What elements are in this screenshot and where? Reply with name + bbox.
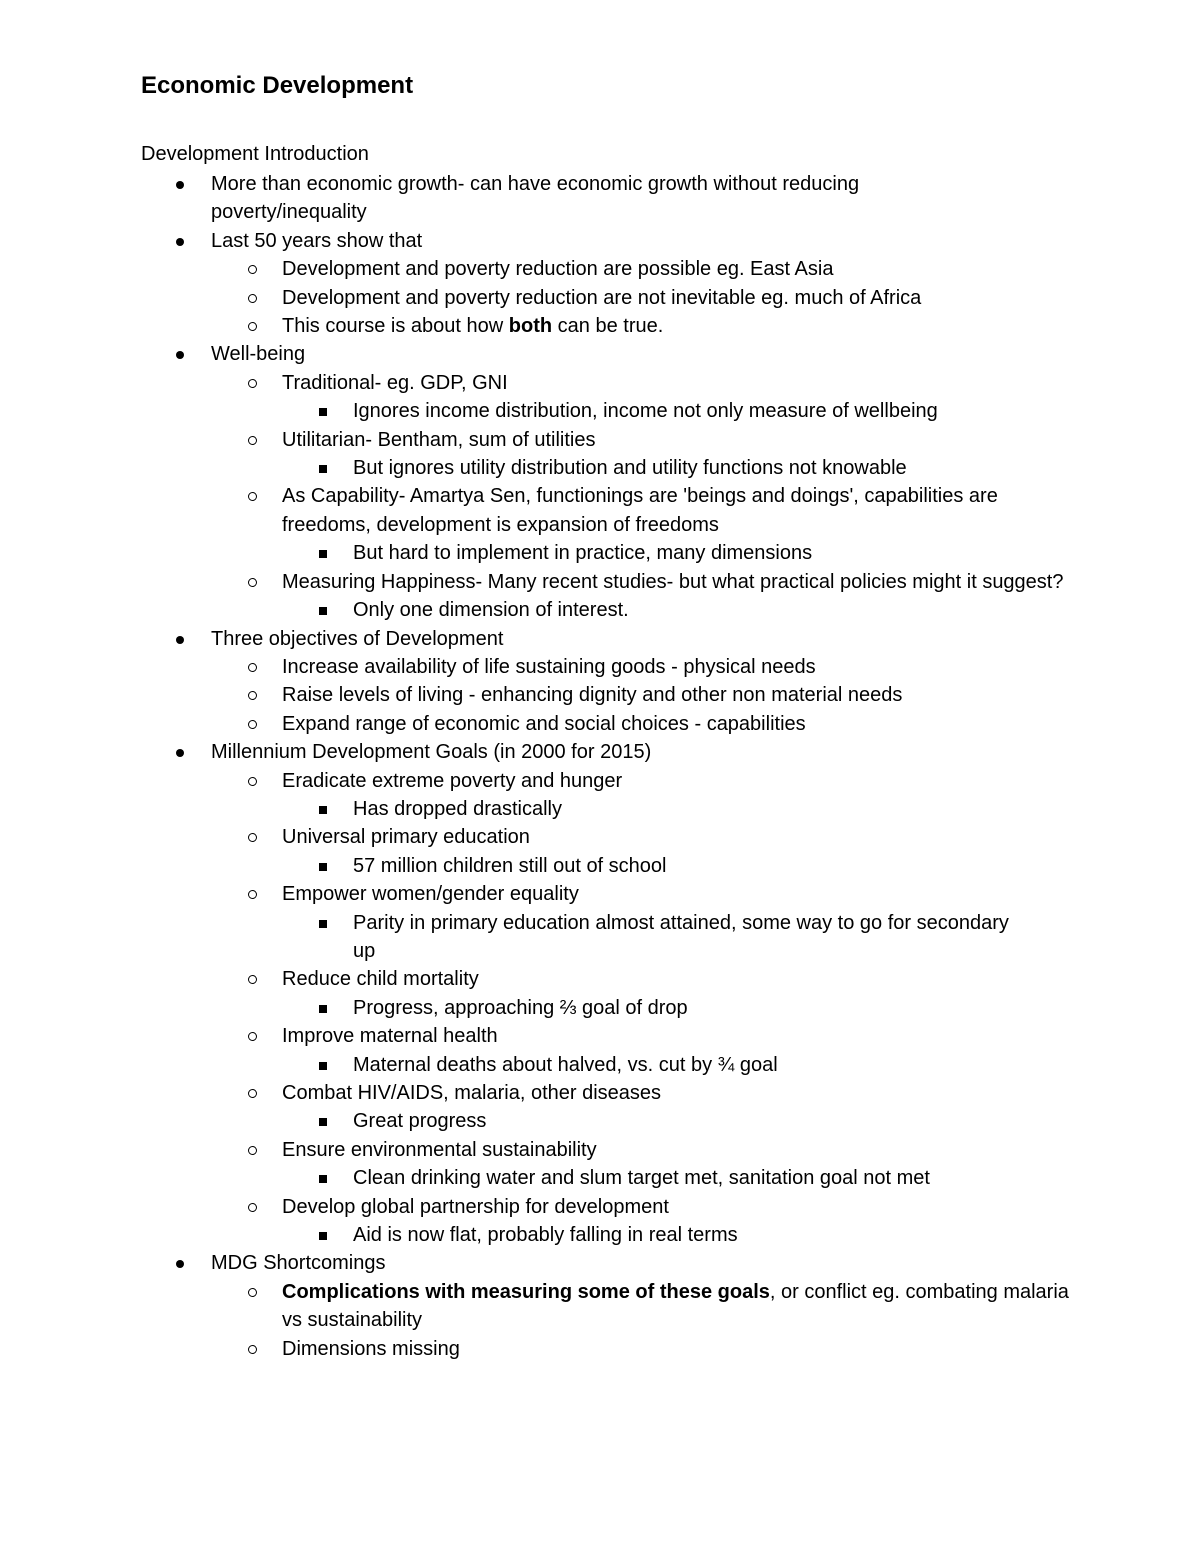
- hollow-circle-bullet-icon: [248, 1288, 257, 1297]
- hollow-circle-bullet-icon: [248, 1345, 257, 1354]
- section-heading: Development Introduction: [141, 143, 369, 165]
- square-bullet-icon: [319, 920, 327, 928]
- list-item: Universal primary education: [0, 823, 1072, 851]
- list-item: Development and poverty reduction are not inevitable eg. much of Africa: [0, 284, 1072, 312]
- square-bullet-icon: [319, 1232, 327, 1240]
- hollow-circle-bullet-icon: [248, 833, 257, 842]
- list-item: Improve maternal health: [0, 1022, 1072, 1050]
- list-item: Combat HIV/AIDS, malaria, other diseases: [0, 1079, 1072, 1107]
- list-item: Aid is now flat, probably falling in real terms: [0, 1221, 1033, 1249]
- list-item: Ensure environmental sustainability: [0, 1136, 1072, 1164]
- list-item: Parity in primary education almost attained, some way to go for secondary up: [0, 909, 1033, 966]
- list-item: Utilitarian- Bentham, sum of utilities: [0, 426, 1072, 454]
- hollow-circle-bullet-icon: [248, 294, 257, 303]
- hollow-circle-bullet-icon: [248, 777, 257, 786]
- hollow-circle-bullet-icon: [248, 1032, 257, 1041]
- list-item: 57 million children still out of school: [0, 852, 1033, 880]
- list-item: Three objectives of Development: [0, 625, 971, 653]
- square-bullet-icon: [319, 1062, 327, 1070]
- list-item: Increase availability of life sustaining goods - physical needs: [0, 653, 1072, 681]
- hollow-circle-bullet-icon: [248, 265, 257, 274]
- list-item: Dimensions missing: [0, 1335, 1072, 1363]
- list-item: Well-being: [0, 340, 971, 368]
- filled-circle-bullet-icon: [176, 351, 184, 359]
- list-item: Clean drinking water and slum target met, sanitation goal not met: [0, 1164, 1033, 1192]
- document-title: Economic Development: [141, 72, 414, 99]
- filled-circle-bullet-icon: [176, 181, 184, 189]
- list-item: Maternal deaths about halved, vs. cut by ¾ goal: [0, 1051, 1033, 1079]
- list-item: Progress, approaching ⅔ goal of drop: [0, 994, 1033, 1022]
- hollow-circle-bullet-icon: [248, 663, 257, 672]
- hollow-circle-bullet-icon: [248, 436, 257, 445]
- hollow-circle-bullet-icon: [248, 691, 257, 700]
- hollow-circle-bullet-icon: [248, 1146, 257, 1155]
- list-item: Develop global partnership for development: [0, 1193, 1072, 1221]
- list-item: Only one dimension of interest.: [0, 596, 1033, 624]
- hollow-circle-bullet-icon: [248, 578, 257, 587]
- list-item: Last 50 years show that: [0, 227, 971, 255]
- square-bullet-icon: [319, 1118, 327, 1126]
- list-item: Ignores income distribution, income not only measure of wellbeing: [0, 397, 1033, 425]
- list-item: Complications with measuring some of these goals, or conflict eg. combating malaria vs sustainability: [0, 1278, 1072, 1335]
- square-bullet-icon: [319, 806, 327, 814]
- hollow-circle-bullet-icon: [248, 322, 257, 331]
- list-item: Expand range of economic and social choices - capabilities: [0, 710, 1072, 738]
- square-bullet-icon: [319, 408, 327, 416]
- hollow-circle-bullet-icon: [248, 975, 257, 984]
- list-item: Millennium Development Goals (in 2000 for 2015): [0, 738, 971, 766]
- list-item: Has dropped drastically: [0, 795, 1033, 823]
- list-item: This course is about how both can be true.: [0, 312, 1072, 340]
- square-bullet-icon: [319, 607, 327, 615]
- list-item: Eradicate extreme poverty and hunger: [0, 767, 1072, 795]
- filled-circle-bullet-icon: [176, 1260, 184, 1268]
- list-item: Reduce child mortality: [0, 965, 1072, 993]
- list-item: Empower women/gender equality: [0, 880, 1072, 908]
- emphasis-text: both: [508, 315, 553, 338]
- list-item: Measuring Happiness- Many recent studies- but what practical policies might it suggest?: [0, 568, 1072, 596]
- list-item: But hard to implement in practice, many dimensions: [0, 539, 1033, 567]
- list-item: Great progress: [0, 1107, 1033, 1135]
- hollow-circle-bullet-icon: [248, 1203, 257, 1212]
- hollow-circle-bullet-icon: [248, 1089, 257, 1098]
- hollow-circle-bullet-icon: [248, 492, 257, 501]
- filled-circle-bullet-icon: [176, 238, 184, 246]
- list-item: As Capability- Amartya Sen, functionings are 'beings and doings', capabilities are freedoms, development is expansion of freedoms: [0, 482, 1072, 539]
- list-item: MDG Shortcomings: [0, 1249, 971, 1277]
- list-item: More than economic growth- can have economic growth without reducing poverty/inequality: [0, 170, 971, 227]
- filled-circle-bullet-icon: [176, 749, 184, 757]
- hollow-circle-bullet-icon: [248, 720, 257, 729]
- list-item: Development and poverty reduction are possible eg. East Asia: [0, 255, 1072, 283]
- list-item: Raise levels of living - enhancing dignity and other non material needs: [0, 681, 1072, 709]
- square-bullet-icon: [319, 1005, 327, 1013]
- square-bullet-icon: [319, 863, 327, 871]
- emphasis-text: Complications with measuring some of these goals: [282, 1280, 770, 1303]
- hollow-circle-bullet-icon: [248, 379, 257, 388]
- notes-outline: [0, 170, 1200, 1363]
- hollow-circle-bullet-icon: [248, 890, 257, 899]
- square-bullet-icon: [319, 465, 327, 473]
- filled-circle-bullet-icon: [176, 636, 184, 644]
- list-item: Traditional- eg. GDP, GNI: [0, 369, 1072, 397]
- list-item: But ignores utility distribution and utility functions not knowable: [0, 454, 1033, 482]
- square-bullet-icon: [319, 550, 327, 558]
- square-bullet-icon: [319, 1175, 327, 1183]
